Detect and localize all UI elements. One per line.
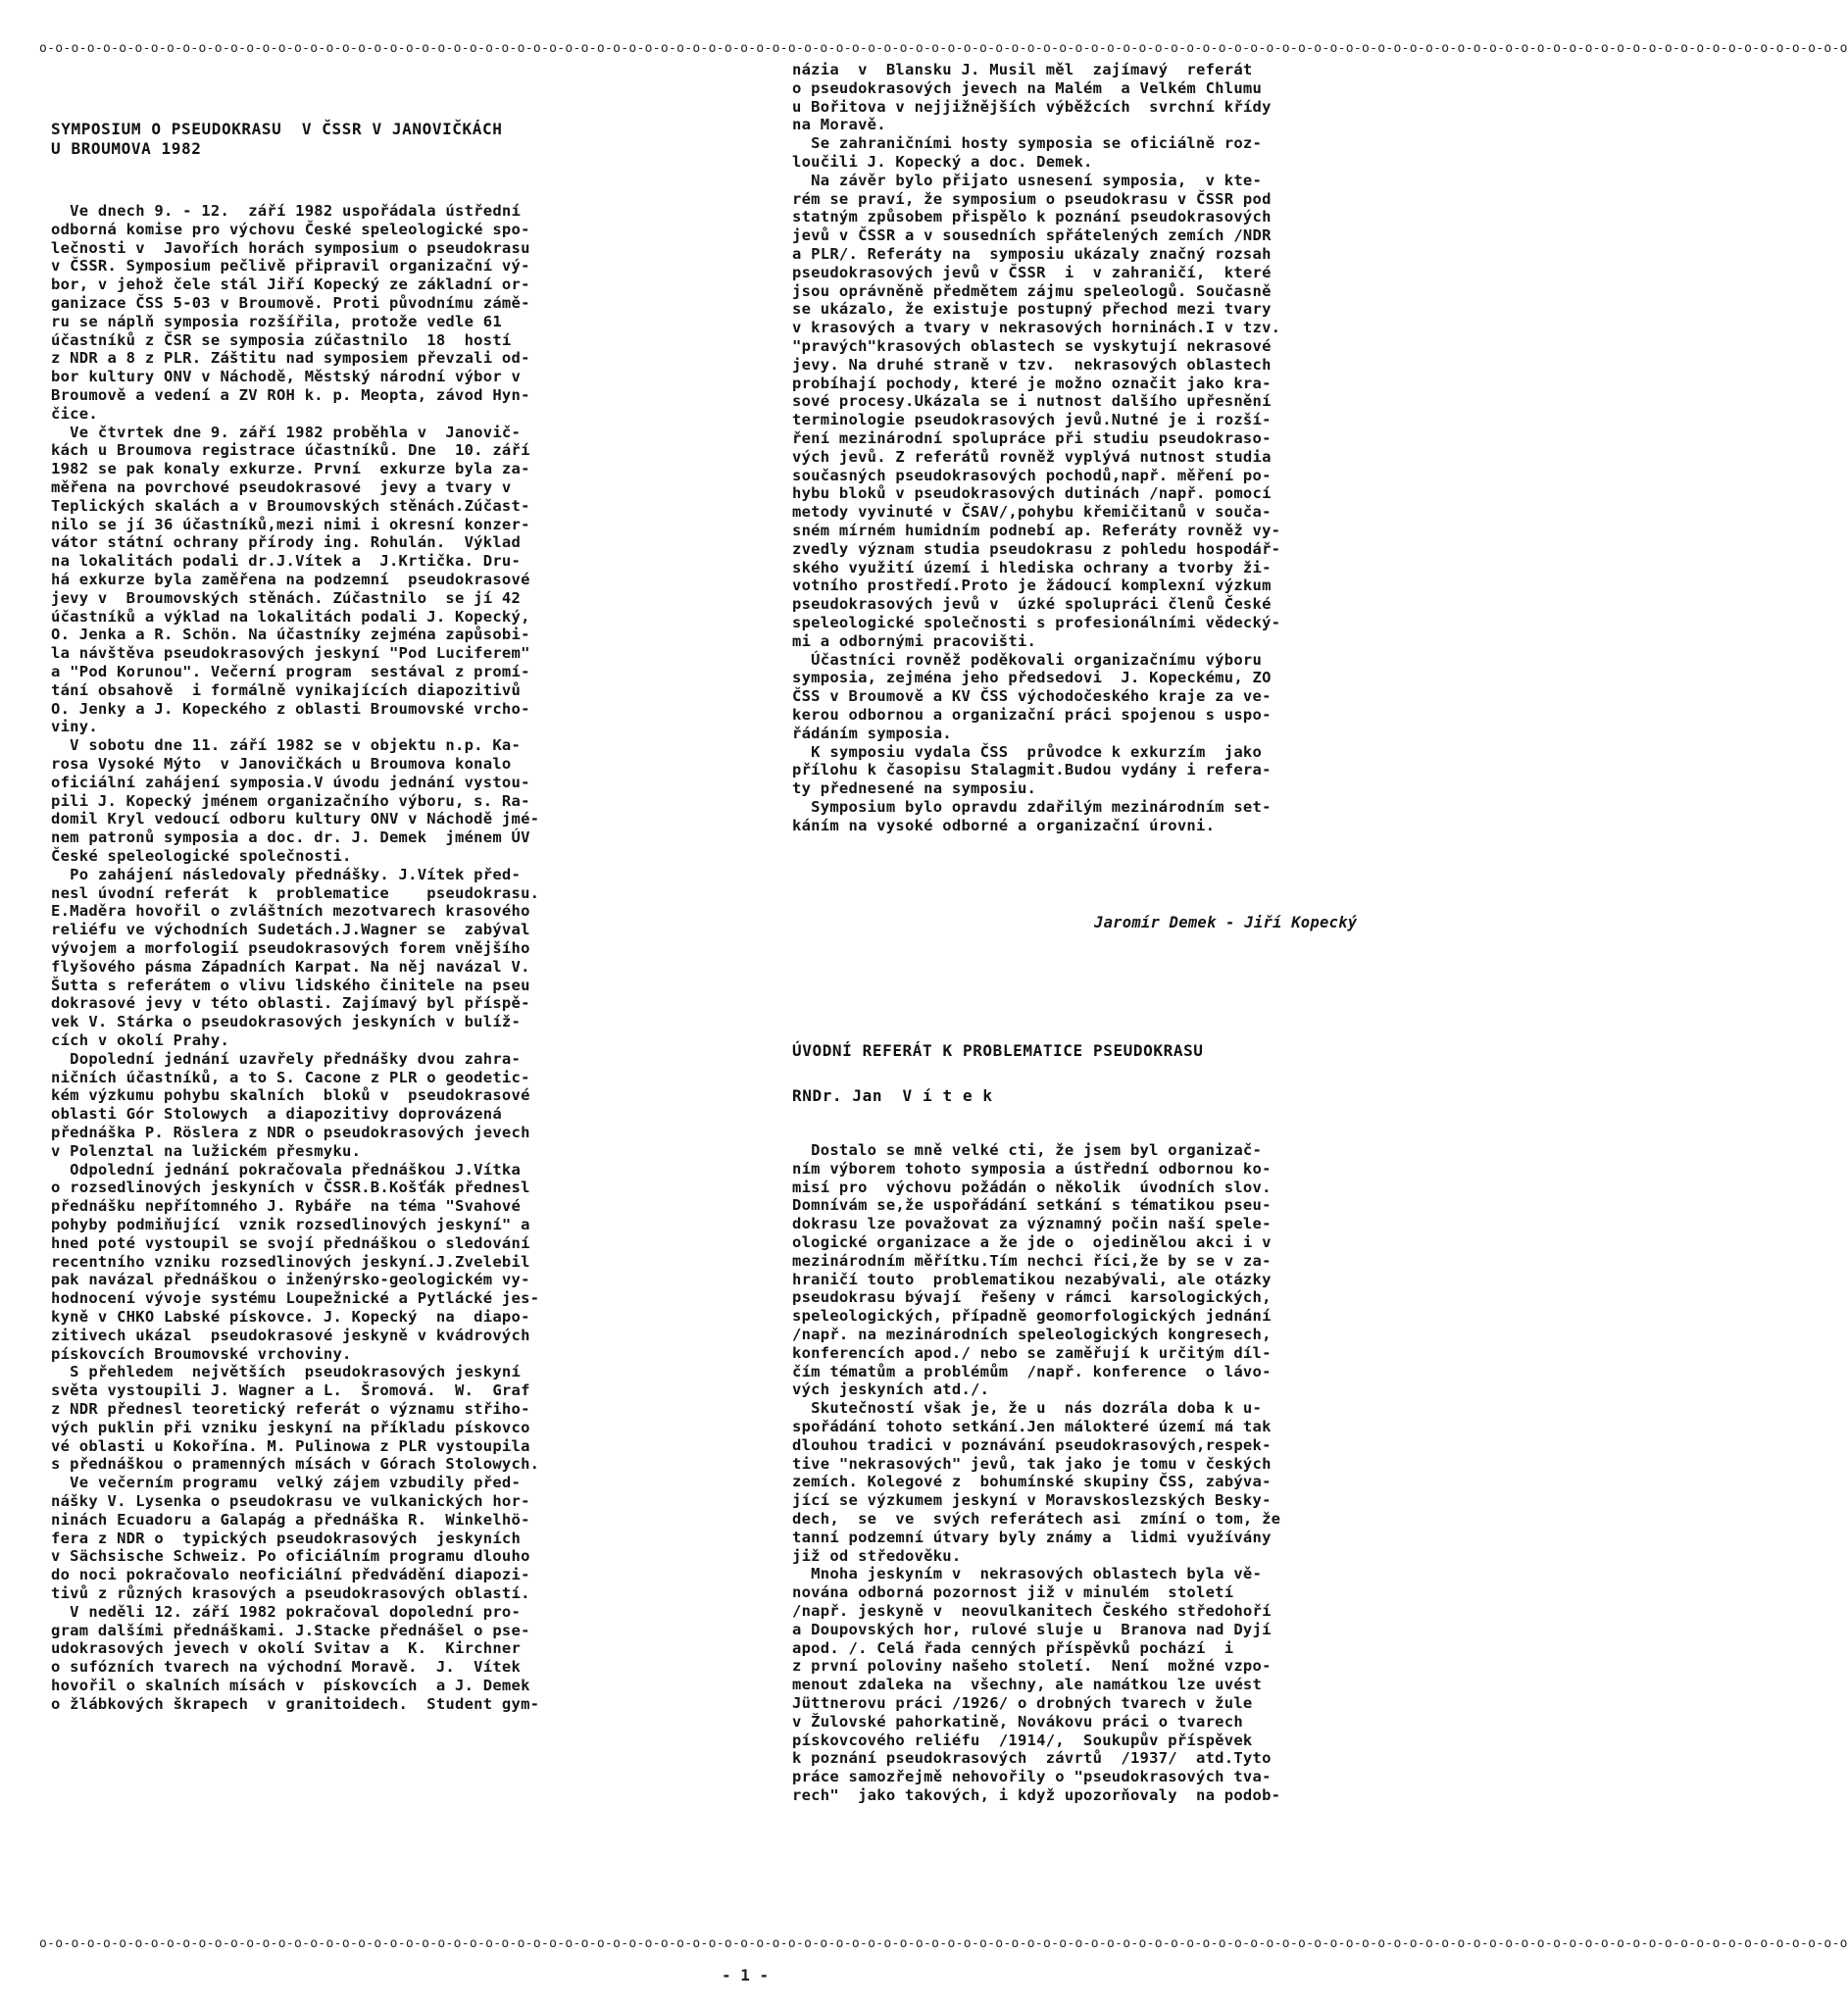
text-line: dech, se ve svých referátech asi zmíní o tom, že bbox=[792, 1510, 1281, 1528]
text-line: speleologické společnosti s profesionálními vědecký- bbox=[792, 614, 1281, 631]
text-line: vých jevů. Z referátů rovněž vyplývá nutnost studia bbox=[792, 447, 1272, 466]
text-line: Ve dnech 9. - 12. září 1982 uspořádala ústřední bbox=[51, 202, 522, 220]
text-line: Mnoha jeskyním v nekrasových oblastech byla vě- bbox=[792, 1565, 1263, 1583]
article-title-line-2: U BROUMOVA 1982 bbox=[51, 139, 202, 158]
text-line: káním na vysoké odborné a organizační úrovni. bbox=[792, 816, 1216, 834]
bottom-divider: o-o-o-o-o-o-o-o-o-o-o-o-o-o-o-o-o-o-o-o-o-o-o-o-o-o-o-o-o-o-o-o-o-o-o-o-o-o-o-o-o-o-o-o-o-o-o-o-o-o-o-o-o-o-o-o-o-o-o-o-o-o-o-o-o-o-o-o-o-o-o-o-o-o-o-o-o-o-o-o-o-o-o-o-o-o-o-o-o-o-o-o-o-o-o-o-o-o-o-o-o-o-o-o-o-o-o-o-o-o-o-o-o-o bbox=[39, 1936, 1848, 1951]
text-line: řádáním symposia. bbox=[792, 724, 952, 742]
text-line: E.Maděra hovořil o zvláštních mezotvarech krasového bbox=[51, 902, 530, 921]
text-line: ského využití území i hlediska ochrany a tvorby ži- bbox=[792, 558, 1272, 577]
text-line: s přednáškou o pramenných mísách v Górach Stolowych. bbox=[51, 1455, 540, 1474]
text-line: pseudokrasových jevů v ČSSR i v zahraničí, které bbox=[792, 263, 1272, 281]
text-line: do noci pokračovalo neoficiální předvádění diapozi- bbox=[51, 1566, 530, 1584]
text-line: ru se náplň symposia rozšířila, protože vedle 61 bbox=[51, 312, 502, 330]
text-line: Jüttnerovu práci /1926/ o drobných tvarech v žule bbox=[792, 1694, 1253, 1712]
text-line: jevy v Broumovských stěnách. Zúčastnilo se jí 42 bbox=[51, 588, 522, 607]
text-line: konferencích apod./ nebo se zaměřují k určitým díl- bbox=[792, 1343, 1272, 1362]
text-line: pískovcích Broumovské vrchoviny. bbox=[51, 1344, 352, 1363]
text-line: Ve čtvrtek dne 9. září 1982 proběhla v Janovič- bbox=[51, 423, 522, 441]
text-line: v ČSSR. Symposium pečlivě připravil organizační vý- bbox=[51, 257, 530, 276]
text-line: již od středověku. bbox=[792, 1546, 962, 1565]
text-line: jevy. Na druhé straně v tzv. nekrasových oblastech bbox=[792, 355, 1272, 374]
article2-title: ÚVODNÍ REFERÁT K PROBLEMATICE PSEUDOKRASU bbox=[792, 1041, 1204, 1060]
text-line: vek V. Stárka o pseudokrasových jeskyních v bulíž- bbox=[51, 1013, 522, 1031]
text-line: /např. jeskyně v neovulkanitech Českého středohoří bbox=[792, 1602, 1272, 1620]
text-line: na lokalitách podali dr.J.Vítek a J.Krtička. Dru- bbox=[51, 552, 522, 571]
text-line: ganizace ČSS 5-03 v Broumově. Proti původnímu zámě- bbox=[51, 294, 530, 312]
text-line: mezinárodním měřítku.Tím nechci říci,že by se v za- bbox=[792, 1251, 1272, 1270]
text-line: /např. na mezinárodních speleologických kongresech, bbox=[792, 1326, 1272, 1343]
article2-author: RNDr. Jan V í t e k bbox=[792, 1086, 993, 1105]
text-line: zemích. Kolegové z bohumínské skupiny ČSS, zabýva- bbox=[792, 1473, 1272, 1491]
text-line: kách u Broumova registrace účastníků. Dne 10. září bbox=[51, 441, 530, 460]
text-line: ologické organizace a že jde o ojedinělou akci i v bbox=[792, 1233, 1272, 1251]
text-line: pili J. Kopecký jménem organizačního výboru, s. Ra- bbox=[51, 791, 530, 810]
text-line: tanní podzemní útvary byly známy a lidmi využívány bbox=[792, 1528, 1272, 1546]
text-line: vývojem a morfologií pseudokrasových forem vnějšího bbox=[51, 939, 530, 957]
text-line: hybu bloků v pseudokrasových dutinách /např. pomocí bbox=[792, 484, 1272, 503]
text-line: lečnosti v Javořích horách symposium o pseudokrasu bbox=[51, 238, 530, 257]
text-line: pak navázal přednáškou o inženýrsko-geologickém vy- bbox=[51, 1271, 530, 1289]
text-line: Symposium bylo opravdu zdařilým mezinárodním set- bbox=[792, 798, 1272, 816]
text-line: ním výborem tohoto symposia a ústřední odbornou ko- bbox=[792, 1159, 1272, 1178]
text-line: kém výzkumu pohybu skalních bloků v pseudokrasové bbox=[51, 1086, 530, 1105]
text-line: sové procesy.Ukázala se i nutnost dalšího upřesnění bbox=[792, 392, 1272, 411]
text-line: flyšového pásma Západních Karpat. Na něj navázal V. bbox=[51, 957, 530, 976]
top-divider: o-o-o-o-o-o-o-o-o-o-o-o-o-o-o-o-o-o-o-o-o-o-o-o-o-o-o-o-o-o-o-o-o-o-o-o-o-o-o-o-o-o-o-o-o-o-o-o-o-o-o-o-o-o-o-o-o-o-o-o-o-o-o-o-o-o-o-o-o-o-o-o-o-o-o-o-o-o-o-o-o-o-o-o-o-o-o-o-o-o-o-o-o-o-o-o-o-o-o-o-o-o-o-o-o-o-o-o-o-o-o-o-o-o bbox=[39, 41, 1848, 56]
text-line: o žlábkových škrapech v granitoidech. Student gym- bbox=[51, 1694, 540, 1713]
text-line: 1982 se pak konaly exkurze. První exkurze byla za- bbox=[51, 460, 530, 478]
text-line: pohyby podmiňující vznik rozsedlinových jeskyní" a bbox=[51, 1216, 530, 1233]
text-line: z NDR přednesl teoretický referát o významu střiho- bbox=[51, 1400, 530, 1418]
text-line: ČSS v Broumově a KV ČSS východočeského kraje za ve- bbox=[792, 687, 1272, 706]
text-line: O. Jenka a R. Schön. Na účastníky zejména zapůsobi- bbox=[51, 626, 530, 644]
text-line: u Bořitova v nejjižnějších výběžcích svrchní křídy bbox=[792, 97, 1272, 116]
text-line: práce samozřejmě nehovořily o "pseudokrasových tva- bbox=[792, 1768, 1272, 1786]
text-line: dokrasové jevy v této oblasti. Zajímavý byl příspě- bbox=[51, 994, 530, 1013]
text-line: oficiální zahájení symposia.V úvodu jednání vystou- bbox=[51, 773, 530, 791]
text-line: světa vystoupili J. Wagner a L. Šromová. W. Graf bbox=[51, 1381, 530, 1400]
text-line: menout zdaleka na všechny, ale namátkou lze uvést bbox=[792, 1676, 1263, 1694]
text-line: účastníků a výklad na lokalitách podali J. Kopecký, bbox=[51, 607, 530, 626]
text-line: tive "nekrasových" jevů, tak jako je tomu v českých bbox=[792, 1454, 1272, 1473]
text-line: hovořil o skalních mísách v pískovcích a J. Demek bbox=[51, 1677, 530, 1694]
text-line: Dostalo se mně velké cti, že jsem byl organizač- bbox=[792, 1141, 1263, 1159]
text-line: Šutta s referátem o vlivu lidského činitele na pseu bbox=[51, 976, 530, 994]
text-line: reliéfu ve východních Sudetách.J.Wagner se zabýval bbox=[51, 921, 530, 939]
text-line: O. Jenky a J. Kopeckého z oblasti Broumovské vrcho- bbox=[51, 699, 530, 718]
text-line: vých puklin při vzniku jeskyní na příkladu pískovco bbox=[51, 1418, 530, 1436]
text-line: metody vyvinuté v ČSAV/,pohybu křemičitanů v souča- bbox=[792, 503, 1272, 522]
text-line: v krasových a tvary v nekrasových horninách.I v tzv. bbox=[792, 319, 1281, 337]
text-line: rém se praví, že symposium o pseudokrasu v ČSSR pod bbox=[792, 189, 1272, 208]
text-line: tivů z různých krasových a pseudokrasových oblastí. bbox=[51, 1584, 530, 1602]
text-line: V sobotu dne 11. září 1982 se v objektu n.p. Ka- bbox=[51, 736, 522, 755]
text-line: z první poloviny našeho století. Není možné vzpo- bbox=[792, 1657, 1272, 1676]
text-line: Broumově a vedení a ZV ROH k. p. Meopta, závod Hyn- bbox=[51, 386, 530, 404]
text-line: cích v okolí Prahy. bbox=[51, 1031, 230, 1049]
text-line: Dopolední jednání uzavřely přednášky dvou zahra- bbox=[51, 1049, 522, 1068]
text-line: la návštěva pseudokrasových jeskyní "Pod Luciferem" bbox=[51, 644, 530, 663]
text-line: V neděli 12. září 1982 pokračoval dopolední pro- bbox=[51, 1602, 522, 1621]
text-line: nilo se jí 36 účastníků,mezi nimi i okresní konzer- bbox=[51, 515, 530, 533]
text-line: bor kultury ONV v Náchodě, Městský národní výbor v bbox=[51, 368, 522, 386]
text-line: gram dalšími přednáškami. J.Stacke přednášel o pse- bbox=[51, 1621, 530, 1639]
text-line: mi a odbornými pracovišti. bbox=[792, 631, 1037, 650]
text-line: rech" jako takových, i když upozorňovaly na podob- bbox=[792, 1786, 1281, 1804]
text-line: hodnocení vývoje systému Loupežnické a Pytlácké jes- bbox=[51, 1289, 540, 1308]
text-line: statným způsobem přispělo k poznání pseudokrasových bbox=[792, 208, 1272, 226]
article-signature: Jaromír Demek - Jiří Kopecký bbox=[1094, 914, 1358, 931]
text-line: K symposiu vydala ČSS průvodce k exkurzím jako bbox=[792, 742, 1263, 761]
text-line: Skutečností však je, že u nás dozrála doba k u- bbox=[792, 1399, 1263, 1418]
text-line: a "Pod Korunou". Večerní program sestával z promí- bbox=[51, 663, 530, 680]
text-line: účastníků z ČSR se symposia zúčastnilo 18 hostí bbox=[51, 330, 512, 349]
text-line: S přehledem největších pseudokrasových jeskyní bbox=[51, 1363, 522, 1381]
text-line: nována odborná pozornost již v minulém století bbox=[792, 1583, 1234, 1602]
text-line: názia v Blansku J. Musil měl zajímavý referát bbox=[792, 61, 1253, 78]
text-line: symposia, zejména jeho předsedovi J. Kopeckému, ZO bbox=[792, 669, 1272, 687]
text-line: a PLR/. Referáty na symposiu ukázaly značný rozsah bbox=[792, 245, 1272, 263]
text-line: pseudokrasových jevů v úzké spolupráci členů České bbox=[792, 595, 1272, 614]
text-line: Se zahraničními hosty symposia se oficiálně roz- bbox=[792, 134, 1263, 153]
text-line: vátor státní ochrany přírody ing. Rohulán. Výklad bbox=[51, 533, 522, 552]
text-line: há exkurze byla zaměřena na podzemní pseudokrasové bbox=[51, 571, 530, 588]
text-line: viny. bbox=[51, 718, 98, 736]
text-line: misí pro výchovu požádán o několik úvodních slov. bbox=[792, 1178, 1272, 1196]
text-line: odborná komise pro výchovu České speleologické spo- bbox=[51, 220, 530, 238]
text-line: jevů v ČSSR a v sousedních spřátelených zemích /NDR bbox=[792, 226, 1272, 245]
text-line: čím tématům a problémům /např. konference o lávo- bbox=[792, 1362, 1272, 1380]
text-line: jící se výzkumem jeskyní v Moravskoslezských Besky- bbox=[792, 1491, 1272, 1510]
page-number: - 1 - bbox=[722, 1966, 770, 1984]
text-line: Na závěr bylo přijato usnesení symposia, v kte- bbox=[792, 171, 1263, 189]
text-line: přednášku nepřítomného J. Rybáře na téma "Svahové bbox=[51, 1197, 522, 1216]
text-line: ření mezinárodní spolupráce při studiu pseudokraso- bbox=[792, 429, 1272, 447]
text-line: z NDR a 8 z PLR. Záštitu nad symposiem převzali od- bbox=[51, 349, 530, 368]
text-line: Účastníci rovněž poděkovali organizačnímu výboru bbox=[792, 650, 1263, 669]
text-line: jsou oprávněně předmětem zájmu speleologů. Současně bbox=[792, 281, 1272, 300]
text-line: České speleologické společnosti. bbox=[51, 847, 352, 865]
text-line: a Doupovských hor, rulové sluje u Branova nad Dyjí bbox=[792, 1620, 1272, 1638]
text-line: votního prostředí.Proto je žádoucí komplexní výzkum bbox=[792, 577, 1272, 595]
text-line: nesl úvodní referát k problematice pseudokrasu. bbox=[51, 883, 540, 902]
text-line: přednáška P. Röslera z NDR o pseudokrasových jevech bbox=[51, 1124, 530, 1141]
text-line: sném mírném humidním podnebí ap. Referáty rovněž vy- bbox=[792, 522, 1281, 539]
text-line: recentního vzniku rozsedlinových jeskyní.J.Zvelebil bbox=[51, 1252, 530, 1271]
text-line: rosa Vysoké Mýto v Janovičkách u Broumova konalo bbox=[51, 755, 512, 773]
text-line: speleologických, případně geomorfologických jednání bbox=[792, 1307, 1272, 1326]
text-line: dlouhou tradici v poznávání pseudokrasových,respek- bbox=[792, 1435, 1272, 1454]
text-line: nášky V. Lysenka o pseudokrasu ve vulkanických hor- bbox=[51, 1492, 530, 1510]
text-line: Odpolední jednání pokračovala přednáškou J.Vítka bbox=[51, 1160, 522, 1179]
text-line: Teplických skalách a v Broumovských stěnách.Zúčast- bbox=[51, 496, 530, 515]
text-line: loučili J. Kopecký a doc. Demek. bbox=[792, 153, 1093, 171]
text-line: tání obsahově i formálně vynikajících diapozitivů bbox=[51, 680, 522, 699]
text-line: apod. /. Celá řada cenných příspěvků pochází i bbox=[792, 1638, 1234, 1657]
text-line: se ukázalo, že existuje postupný přechod mezi tvary bbox=[792, 300, 1272, 319]
text-line: ničních účastníků, a to S. Cacone z PLR o geodetic- bbox=[51, 1068, 530, 1086]
text-line: čice. bbox=[51, 404, 98, 423]
text-line: domil Kryl vedoucí odboru kultury ONV v Náchodě jmé- bbox=[51, 810, 540, 828]
text-line: spořádání tohoto setkání.Jen málokteré území má tak bbox=[792, 1418, 1272, 1435]
text-line: ty přednesené na symposiu. bbox=[792, 779, 1037, 798]
text-line: kyně v CHKO Labské pískovce. J. Kopecký na diapo- bbox=[51, 1308, 530, 1326]
text-line: bor, v jehož čele stál Jiří Kopecký ze základní or- bbox=[51, 276, 530, 294]
text-line: Domnívám se,že uspořádání setkání s tématikou pseu- bbox=[792, 1196, 1272, 1215]
text-line: dokrasu lze považovat za významný počin naší spele- bbox=[792, 1215, 1272, 1233]
text-line: v Žulovské pahorkatině, Novákovu práci o tvarech bbox=[792, 1712, 1243, 1731]
text-line: Ve večerním programu velký zájem vzbudily před- bbox=[51, 1474, 522, 1492]
text-line: probíhají pochody, které je možno označit jako kra- bbox=[792, 374, 1272, 392]
text-line: ninách Ecuadoru a Galapág a přednáška R. Winkelhö- bbox=[51, 1510, 530, 1529]
text-line: v Sächsische Schweiz. Po oficiálním programu dlouho bbox=[51, 1547, 530, 1566]
text-line: vé oblasti u Kokořína. M. Pulinowa z PLR vystoupila bbox=[51, 1436, 530, 1455]
text-line: nem patronů symposia a doc. dr. J. Demek jménem ÚV bbox=[51, 828, 530, 847]
text-line: udokrasových jevech v okolí Svitav a K. Kirchner bbox=[51, 1639, 522, 1658]
text-line: "pravých"krasových oblastech se vyskytují nekrasové bbox=[792, 337, 1272, 355]
article-title-line-1: SYMPOSIUM O PSEUDOKRASU V ČSSR V JANOVIČKÁCH bbox=[51, 120, 503, 138]
text-line: na Moravě. bbox=[792, 116, 886, 134]
text-line: terminologie pseudokrasových jevů.Nutné je i rozší- bbox=[792, 411, 1272, 429]
text-line: zitivech ukázal pseudokrasové jeskyně v kvádrových bbox=[51, 1326, 530, 1344]
text-line: hned poté vystoupil se svojí přednáškou o sledování bbox=[51, 1233, 530, 1252]
text-line: o pseudokrasových jevech na Malém a Velkém Chlumu bbox=[792, 78, 1263, 97]
text-line: přílohu k časopisu Stalagmit.Budou vydány i refera- bbox=[792, 761, 1272, 779]
text-line: pískovcového reliéfu /1914/, Soukupův příspěvek bbox=[792, 1731, 1253, 1749]
text-line: o rozsedlinových jeskyních v ČSSR.B.Košťák přednesl bbox=[51, 1179, 530, 1197]
text-line: Po zahájení následovaly přednášky. J.Vítek před- bbox=[51, 865, 522, 883]
text-line: zvedly význam studia pseudokrasu z pohledu hospodář- bbox=[792, 539, 1281, 558]
text-line: měřena na povrchové pseudokrasové jevy a tvary v bbox=[51, 478, 512, 496]
text-line: v Polenztal na lužickém přesmyku. bbox=[51, 1141, 362, 1160]
text-line: o sufózních tvarech na východní Moravě. J. Vítek bbox=[51, 1658, 522, 1677]
text-line: současných pseudokrasových pochodů,např. měření po- bbox=[792, 466, 1272, 484]
text-line: pseudokrasu bývají řešeny v rámci karsologických, bbox=[792, 1288, 1272, 1307]
text-line: k poznání pseudokrasových závrtů /1937/ atd.Tyto bbox=[792, 1749, 1272, 1768]
text-line: vých jeskyních atd./. bbox=[792, 1380, 990, 1399]
text-line: oblasti Gór Stolowych a diapozitivy doprovázená bbox=[51, 1105, 502, 1124]
text-line: hraničí touto problematikou nezabývali, ale otázky bbox=[792, 1270, 1272, 1288]
text-line: fera z NDR o typických pseudokrasových jeskyních bbox=[51, 1529, 522, 1547]
text-line: kerou odbornou a organizační práci spojenou s uspo- bbox=[792, 706, 1272, 724]
